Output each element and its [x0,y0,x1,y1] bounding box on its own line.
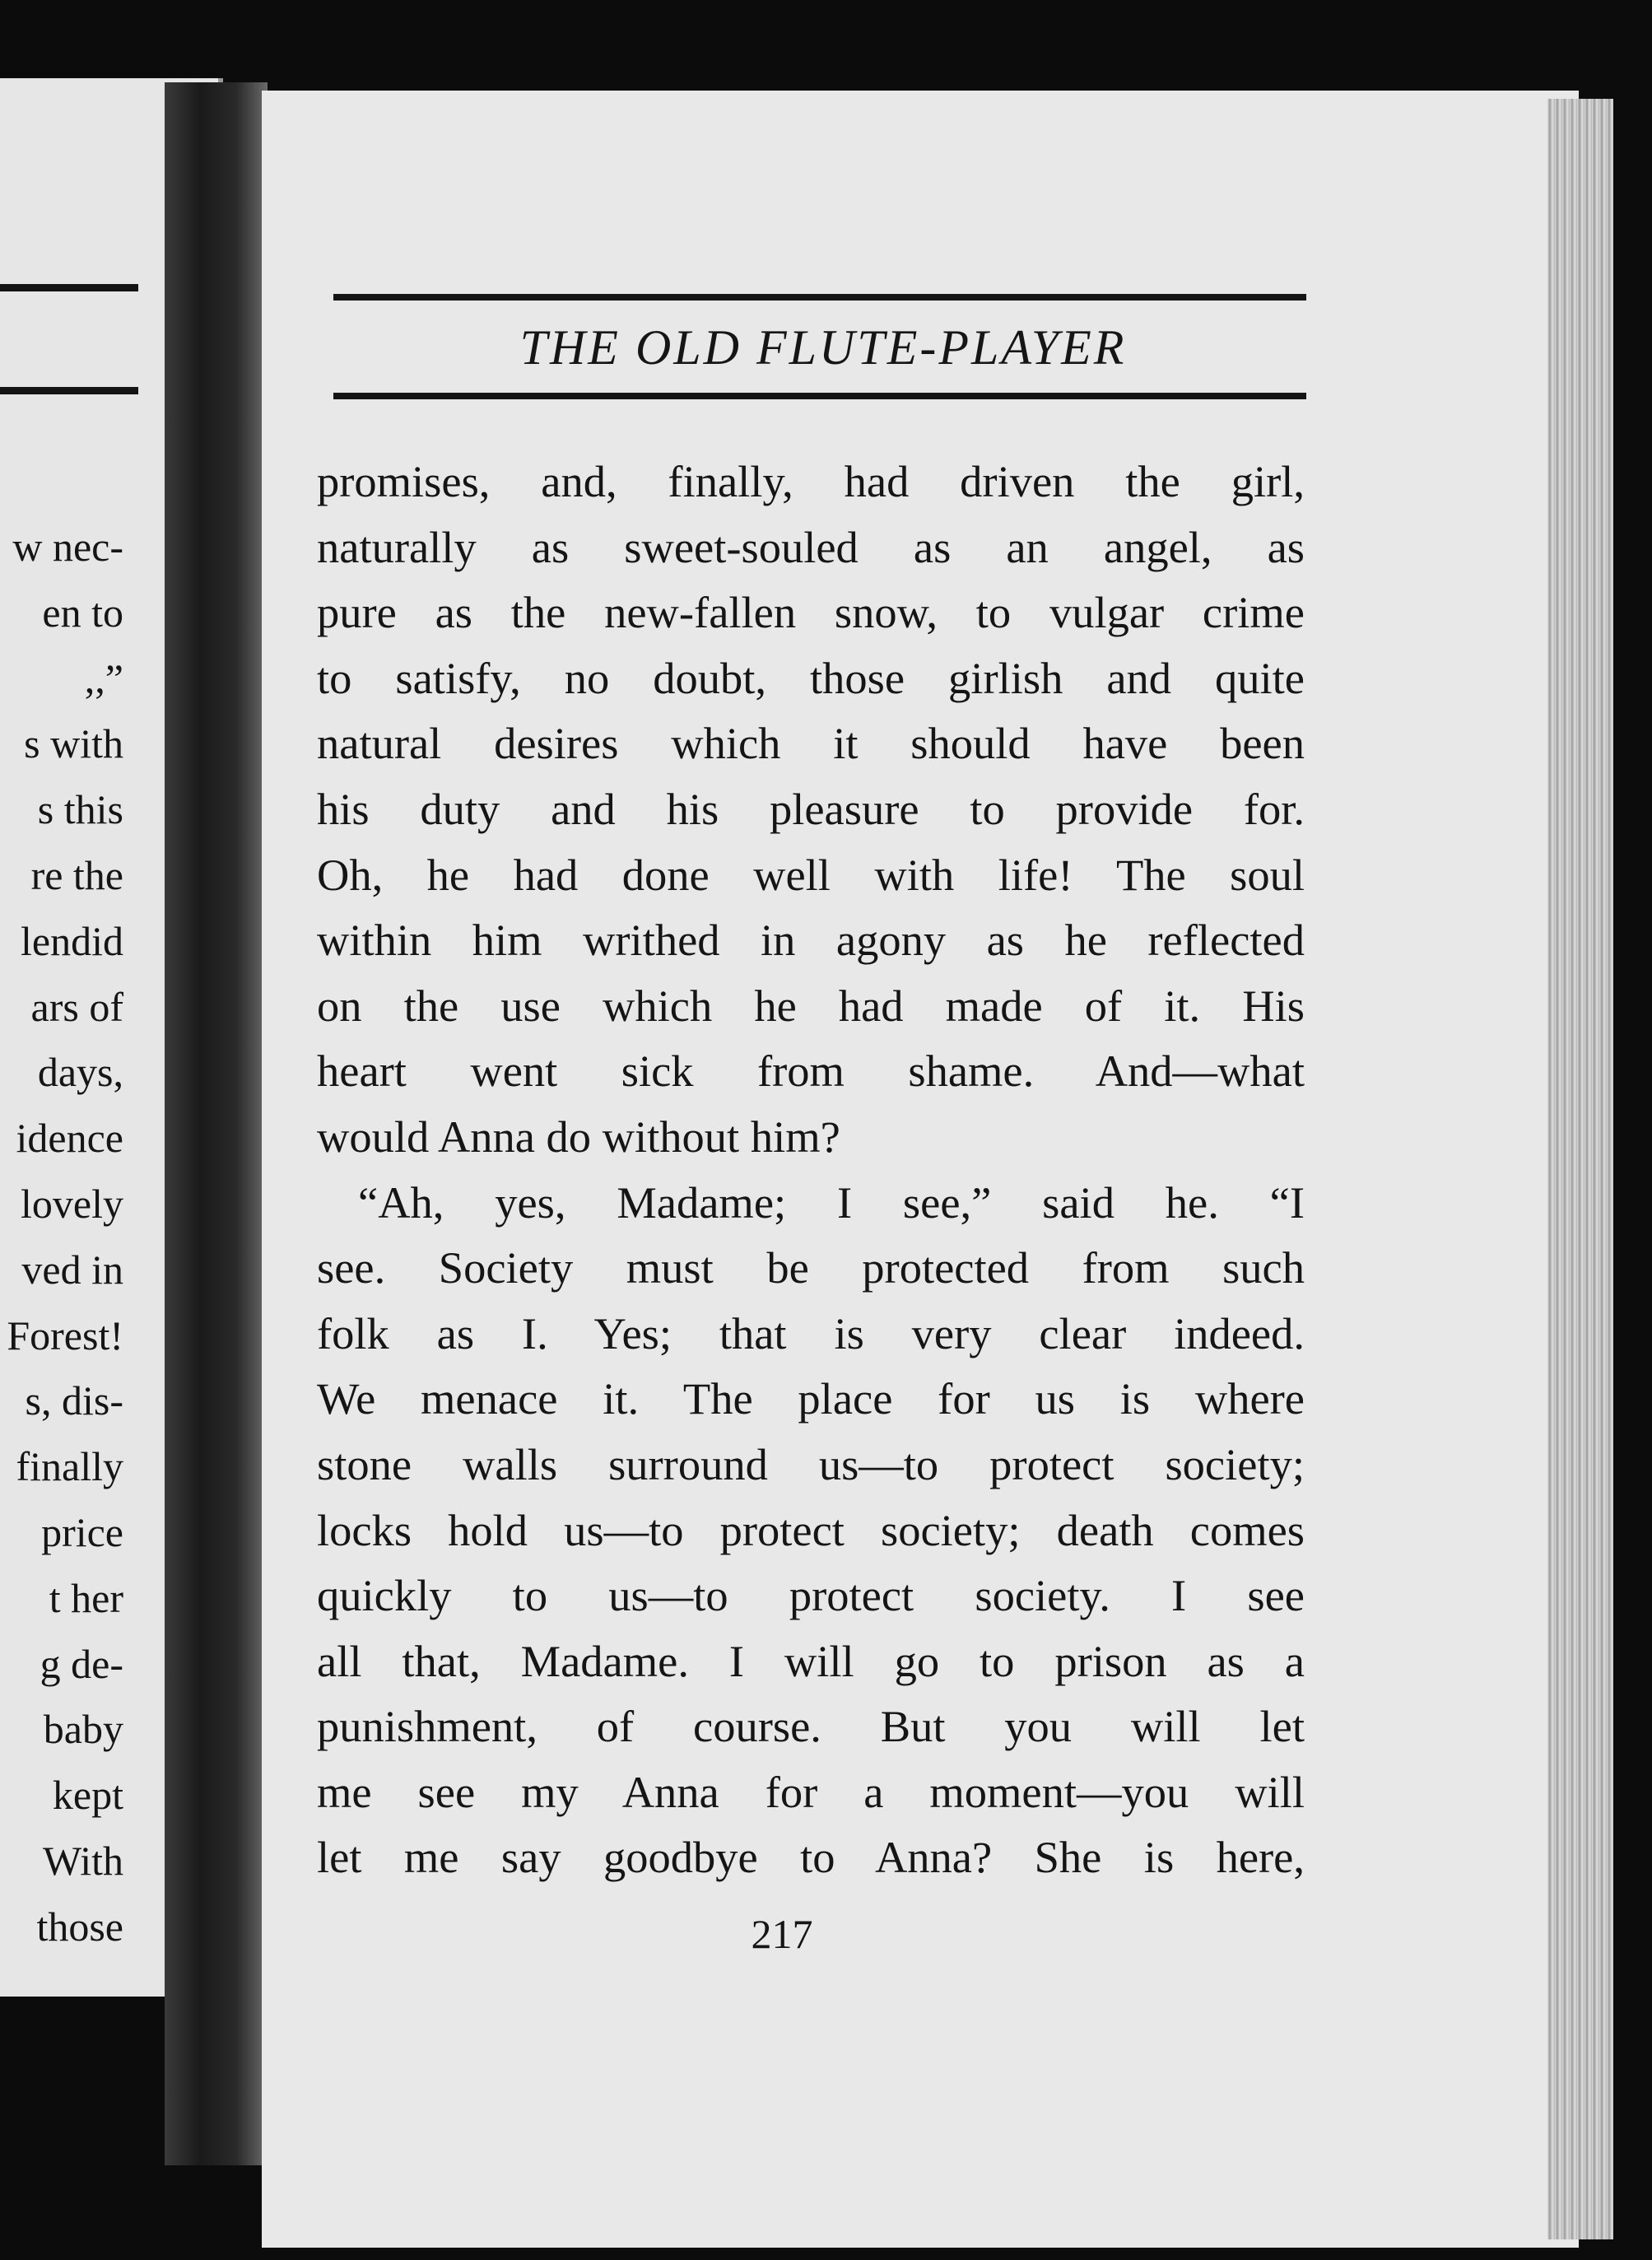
text-line: me see my Anna for a moment—you will [317,1766,1305,1817]
left-page-top-rule [0,284,138,291]
header-bottom-rule [333,393,1306,399]
left-line: s, dis- [25,1377,123,1424]
page-number: 217 [751,1911,813,1957]
left-line: With [43,1837,123,1884]
left-line: en to [42,589,123,636]
text-line: quickly to us—to protect society. I see [317,1570,1305,1621]
left-line: re the [30,851,123,898]
text-line: heart went sick from shame. And—what [317,1046,1305,1097]
left-line: s this [37,786,123,833]
text-line: his duty and his pleasure to provide for. [317,783,1305,834]
left-line: lovely [21,1180,123,1227]
left-line: g de- [40,1640,123,1687]
text-line: Oh, he had done well with life! The soul [317,849,1305,900]
body-text [317,449,1305,1890]
left-line: w nec- [12,524,123,570]
left-line: days, [37,1049,123,1096]
text-line: promises, and, finally, had driven the girl, [317,456,1305,506]
text-line: see. Society must be protected from such [317,1242,1305,1293]
text-line: would Anna do without him? [317,1111,840,1162]
book-gutter [165,82,268,2165]
left-page-bottom-rule [0,387,138,394]
page-edge [1547,99,1613,2239]
text-line: pure as the new-fallen snow, to vulgar crime [317,587,1305,638]
left-line: finally [16,1443,123,1490]
left-page-text [0,515,123,1960]
text-line: stone walls surround us—to protect society; [317,1438,1305,1489]
text-line: natural desires which it should have been [317,718,1305,769]
header-top-rule [333,294,1306,301]
left-line: Forest! [7,1312,123,1358]
left-line: lendid [21,917,123,964]
left-line: ,,” [84,655,123,701]
text-line: all that, Madame. I will go to prison as a [317,1635,1305,1686]
left-line: t her [49,1574,123,1621]
text-line: punishment, of course. But you will let [317,1701,1305,1752]
text-line: within him writhed in agony as he reflected [317,915,1305,966]
left-line: s with [24,720,123,767]
text-line: We menace it. The place for us is where [317,1373,1305,1424]
left-line: baby [43,1706,123,1753]
left-line: those [36,1903,123,1950]
text-line: folk as I. Yes; that is very clear indeed. [317,1307,1305,1358]
left-line: price [41,1508,123,1555]
left-line: ved in [21,1246,123,1293]
left-line: idence [16,1115,123,1162]
text-line: on the use which he had made of it. His [317,980,1305,1031]
text-line: to satisfy, no doubt, those girlish and quite [317,652,1305,703]
left-line: ars of [30,983,123,1030]
left-line: kept [52,1772,123,1819]
text-line: let me say goodbye to Anna? She is here, [317,1832,1305,1883]
running-head: THE OLD FLUTE-PLAYER [519,320,1127,375]
text-line: naturally as sweet-souled as an angel, as [317,521,1305,572]
text-line: “Ah, yes, Madame; I see,” said he. “I [358,1177,1305,1228]
text-line: locks hold us—to protect society; death comes [317,1504,1305,1555]
